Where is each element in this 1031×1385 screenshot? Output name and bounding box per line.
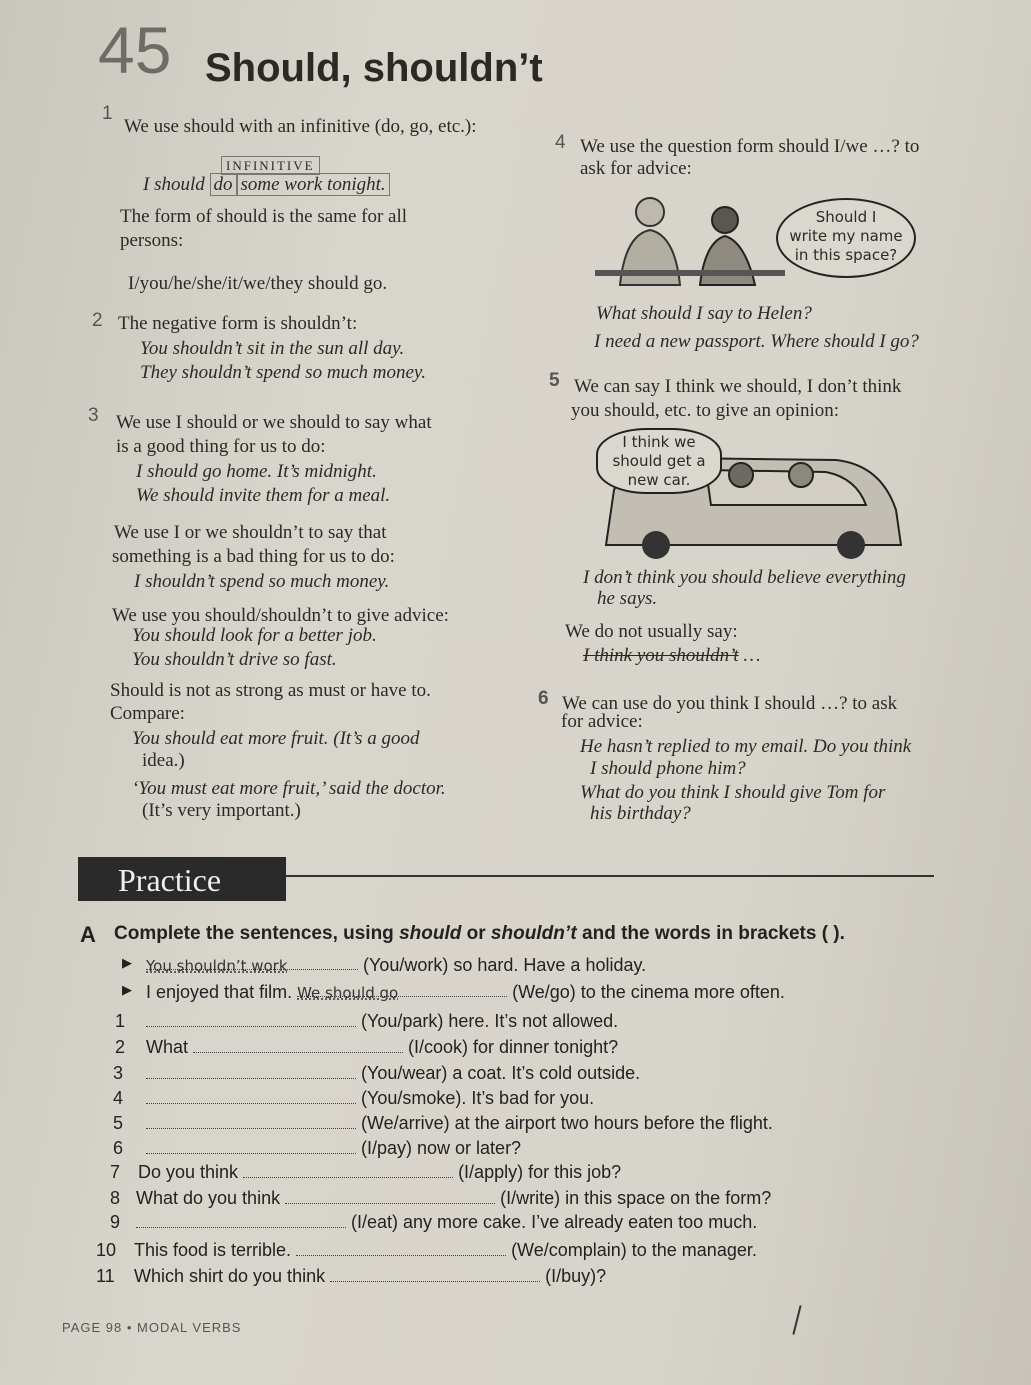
section-6-number: 6 — [538, 688, 549, 709]
exercise-item-cue: (You/smoke). It’s bad for you. — [356, 1088, 595, 1108]
section-1-example: I should do some work tonight. — [143, 174, 390, 196]
exercise-item-number: 3 — [113, 1063, 124, 1083]
exercise-item-number: ▶ — [122, 982, 132, 997]
section-4-line-1: We use the question form should I/we …? to — [580, 136, 920, 157]
section-3-number: 3 — [88, 405, 99, 426]
exercise-item-number: 5 — [113, 1113, 124, 1133]
section-3-compare-line-2: Compare: — [110, 703, 185, 724]
section-6-example-2: What do you think I should give Tom for — [580, 782, 886, 803]
section-5-example-1b: he says. — [597, 588, 658, 609]
section-3-neg-example: I shouldn’t spend so much money. — [134, 571, 390, 592]
exercise-item — [134, 1240, 757, 1261]
section-2-number: 2 — [92, 310, 103, 331]
section-3-advice-example-2: You shouldn’t drive so fast. — [132, 649, 337, 670]
exercise-item-prompt: Do you think — [138, 1162, 244, 1182]
section-4-line-2: ask for advice: — [580, 158, 692, 179]
answer-blank[interactable] — [243, 1163, 453, 1178]
section-1-intro: We use should with an infinitive (do, go, etc.): — [124, 116, 477, 137]
exercise-item-prompt: I enjoyed that film. — [146, 982, 298, 1002]
exercise-item-number: 1 — [115, 1011, 126, 1031]
exercise-item-cue: (You/work) so hard. Have a holiday. — [358, 955, 647, 975]
exercise-item — [146, 1088, 594, 1109]
section-5-line-1: We can say I think we should, I don’t think — [574, 376, 902, 397]
unit-number: 45 — [98, 13, 172, 87]
section-6-line-1: We can use do you think I should …? to ask — [562, 693, 898, 714]
answer-blank[interactable] — [193, 1038, 403, 1053]
section-3-advice-example-1: You should look for a better job. — [132, 625, 377, 646]
exercise-item-cue: (I/buy)? — [540, 1266, 607, 1286]
exercise-item-prompt: What do you think — [136, 1188, 286, 1208]
exercise-item-number: 7 — [110, 1162, 121, 1182]
section-1-form-line1: The form of should is the same for all — [120, 206, 408, 227]
infinitive-label: INFINITIVE — [221, 157, 320, 175]
exercise-item-number: 9 — [110, 1212, 121, 1232]
exercise-item-cue: (We/arrive) at the airport two hours before the flight. — [356, 1113, 773, 1133]
section-5-example-1: I don’t think you should believe everything — [583, 567, 906, 588]
section-5-struck-example: I think you shouldn’t … — [583, 645, 761, 666]
exercise-item-number: 11 — [96, 1266, 115, 1286]
page-footer: PAGE 98 • MODAL VERBS — [62, 1320, 242, 1335]
section-3-compare-example-1: You should eat more fruit. (It’s a good — [132, 728, 420, 749]
exercise-item-cue: (We/complain) to the manager. — [506, 1240, 757, 1260]
section-2-intro: The negative form is shouldn’t: — [118, 313, 358, 334]
answer-blank[interactable] — [297, 982, 507, 1002]
exercise-item — [136, 1212, 757, 1233]
exercise-item — [138, 1162, 621, 1183]
section-4-example-2: I need a new passport. Where should I go? — [594, 331, 919, 352]
exercise-item-number: 8 — [110, 1188, 121, 1208]
practice-divider — [286, 875, 934, 877]
section-3-compare-example-1b: idea.) — [142, 750, 185, 771]
exercise-letter: A — [80, 922, 96, 947]
section-1-number: 1 — [102, 103, 113, 124]
exercise-item-cue: (I/eat) any more cake. I’ve already eaten too much. — [346, 1212, 758, 1232]
section-6-example-2b: his birthday? — [590, 803, 691, 824]
exercise-item-number: 10 — [96, 1240, 117, 1260]
exercise-item-number: 4 — [113, 1088, 124, 1108]
section-3-example-2: We should invite them for a meal. — [136, 485, 391, 506]
section-5-line-2: you should, etc. to give an opinion: — [571, 400, 840, 421]
exercise-item-cue: (I/write) in this space on the form? — [495, 1188, 772, 1208]
exercise-item — [134, 1266, 606, 1287]
exercise-item — [146, 1113, 773, 1134]
exercise-item — [146, 1063, 640, 1084]
exercise-item-cue: (I/pay) now or later? — [356, 1138, 522, 1158]
exercise-item-number: 6 — [113, 1138, 124, 1158]
pencil-mark — [792, 1305, 801, 1335]
exercise-item-cue: (I/cook) for dinner tonight? — [403, 1037, 619, 1057]
section-3-example-1: I should go home. It’s midnight. — [136, 461, 377, 482]
exercise-item-number: 2 — [115, 1037, 126, 1057]
section-4-speech-bubble: Should I write my name in this space? — [776, 198, 916, 278]
answer-blank[interactable] — [330, 1267, 540, 1282]
answer-blank[interactable] — [146, 1139, 356, 1154]
section-3-compare-line-1: Should is not as strong as must or have to. — [110, 680, 431, 701]
exercise-item-cue: (We/go) to the cinema more often. — [507, 982, 785, 1002]
section-3-neg-line-1: We use I or we shouldn’t to say that — [114, 522, 387, 543]
exercise-item-cue: (You/park) here. It’s not allowed. — [356, 1011, 619, 1031]
section-1-form-line2: persons: — [120, 230, 184, 251]
section-5-number: 5 — [549, 370, 560, 391]
section-6-line-2: for advice: — [561, 711, 643, 732]
exercise-item-cue: (You/wear) a coat. It’s cold outside. — [356, 1063, 641, 1083]
section-1-persons: I/you/he/she/it/we/they should go. — [128, 273, 388, 294]
section-3-line-1: We use I should or we should to say what — [116, 412, 432, 433]
exercise-item-prompt: Which shirt do you think — [134, 1266, 331, 1286]
answer-blank[interactable] — [296, 1241, 506, 1256]
exercise-item — [136, 1188, 771, 1209]
answer-blank[interactable] — [146, 1064, 356, 1079]
section-2-example-1: You shouldn’t sit in the sun all day. — [140, 338, 405, 359]
example-answer: You shouldn’t work — [146, 957, 288, 975]
exercise-item-prompt: What — [146, 1037, 194, 1057]
exercise-item — [146, 1138, 521, 1159]
answer-blank[interactable] — [136, 1213, 346, 1228]
answer-blank[interactable] — [146, 1089, 356, 1104]
section-4-number: 4 — [555, 132, 566, 153]
section-5-speech-bubble: I think we should get a new car. — [596, 428, 722, 494]
unit-title: Should, shouldn’t — [205, 46, 543, 90]
exercise-item-prompt: This food is terrible. — [134, 1240, 297, 1260]
section-6-example-1b: I should phone him? — [590, 758, 746, 779]
counter-illustration — [595, 190, 785, 290]
exercise-instruction: Complete the sentences, using should or shouldn’t and the words in brackets ( ). — [114, 923, 845, 944]
practice-heading: Practice — [118, 862, 222, 898]
section-3-compare-example-2b: (It’s very important.) — [142, 800, 301, 821]
exercise-item-number: ▶ — [122, 955, 132, 970]
answer-blank[interactable] — [146, 1012, 356, 1027]
section-3-line-2: is a good thing for us to do: — [116, 436, 326, 457]
section-4-example-1: What should I say to Helen? — [596, 303, 812, 324]
answer-blank[interactable] — [285, 1189, 495, 1204]
section-3-compare-example-2: ‘You must eat more fruit,’ said the doctor. — [132, 778, 446, 799]
section-3-advice-intro: We use you should/shouldn’t to give advice: — [112, 605, 449, 626]
answer-blank[interactable] — [146, 1114, 356, 1129]
answer-blank[interactable] — [146, 955, 358, 975]
exercise-item-cue: (I/apply) for this job? — [453, 1162, 622, 1182]
example-answer: We should go — [297, 984, 399, 1002]
section-3-neg-line-2: something is a bad thing for us to do: — [112, 546, 395, 567]
section-5-note: We do not usually say: — [565, 621, 738, 642]
exercise-item — [146, 1011, 618, 1032]
section-6-example-1: He hasn’t replied to my email. Do you think — [580, 736, 912, 757]
exercise-item — [146, 1037, 618, 1058]
exercise-item — [146, 955, 646, 976]
section-2-example-2: They shouldn’t spend so much money. — [140, 362, 427, 383]
exercise-item — [146, 982, 785, 1003]
